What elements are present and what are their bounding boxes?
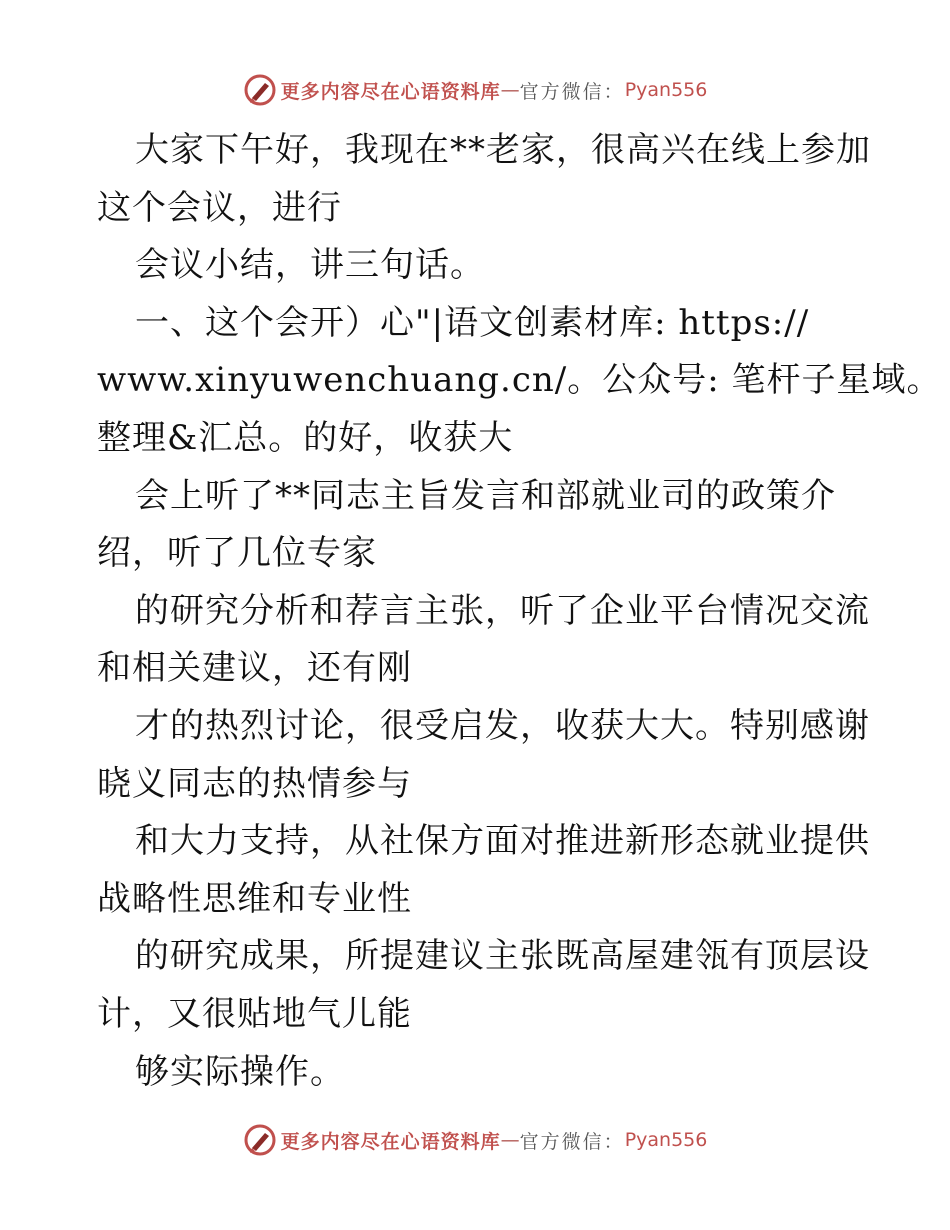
- body-line: 绍，听了几位专家: [97, 533, 377, 574]
- pen-logo-icon: [243, 1123, 277, 1157]
- body-line: www.xinyuwenchuang.cn/。公众号: 笔杆子星域。: [97, 360, 942, 401]
- footer-separator: —: [500, 1129, 520, 1151]
- header-wechat-label: 官方微信：: [519, 80, 625, 103]
- body-line: 和大力支持，从社保方面对推进新形态就业提供: [135, 821, 870, 862]
- header-wechat-id: Pyan556: [624, 79, 708, 101]
- footer-wechat-label: 官方微信：: [519, 1130, 625, 1153]
- body-line: 才的热烈讨论，很受启发，收获大大。特别感谢: [135, 705, 870, 746]
- body-line: 晓义同志的热情参与: [97, 763, 412, 804]
- footer-watermark: [0, 1120, 950, 1160]
- footer-banner-text: 更多内容尽在心语资料库: [280, 1130, 501, 1153]
- body-line: 会议小结，讲三句话。: [135, 245, 485, 286]
- body-line: 的研究成果，所提建议主张既高屋建瓴有顶层设: [135, 936, 870, 977]
- body-line: 大家下午好，我现在**老家，很高兴在线上参加: [135, 130, 871, 170]
- body-line: 够实际操作。: [135, 1051, 345, 1092]
- body-line: 计，又很贴地气儿能: [97, 993, 412, 1034]
- body-line: 一、这个会开）心"|语文创素材库: https://: [135, 302, 810, 343]
- footer-wechat-id: Pyan556: [624, 1129, 708, 1151]
- body-line: 会上听了**同志主旨发言和部就业司的政策介: [135, 475, 836, 516]
- body-line: 战略性思维和专业性: [97, 878, 412, 919]
- document-body: [97, 122, 942, 1101]
- body-line: 整理&汇总。的好，收获大: [97, 417, 514, 458]
- header-banner-text: 更多内容尽在心语资料库: [280, 80, 501, 103]
- header-separator: —: [500, 79, 520, 101]
- body-line: 和相关建议，还有刚: [97, 648, 412, 689]
- body-line: 这个会议，进行: [97, 187, 342, 228]
- pen-logo-icon: [243, 73, 277, 107]
- header-watermark: [0, 70, 950, 110]
- body-line: 的研究分析和荐言主张，听了企业平台情况交流: [135, 590, 870, 631]
